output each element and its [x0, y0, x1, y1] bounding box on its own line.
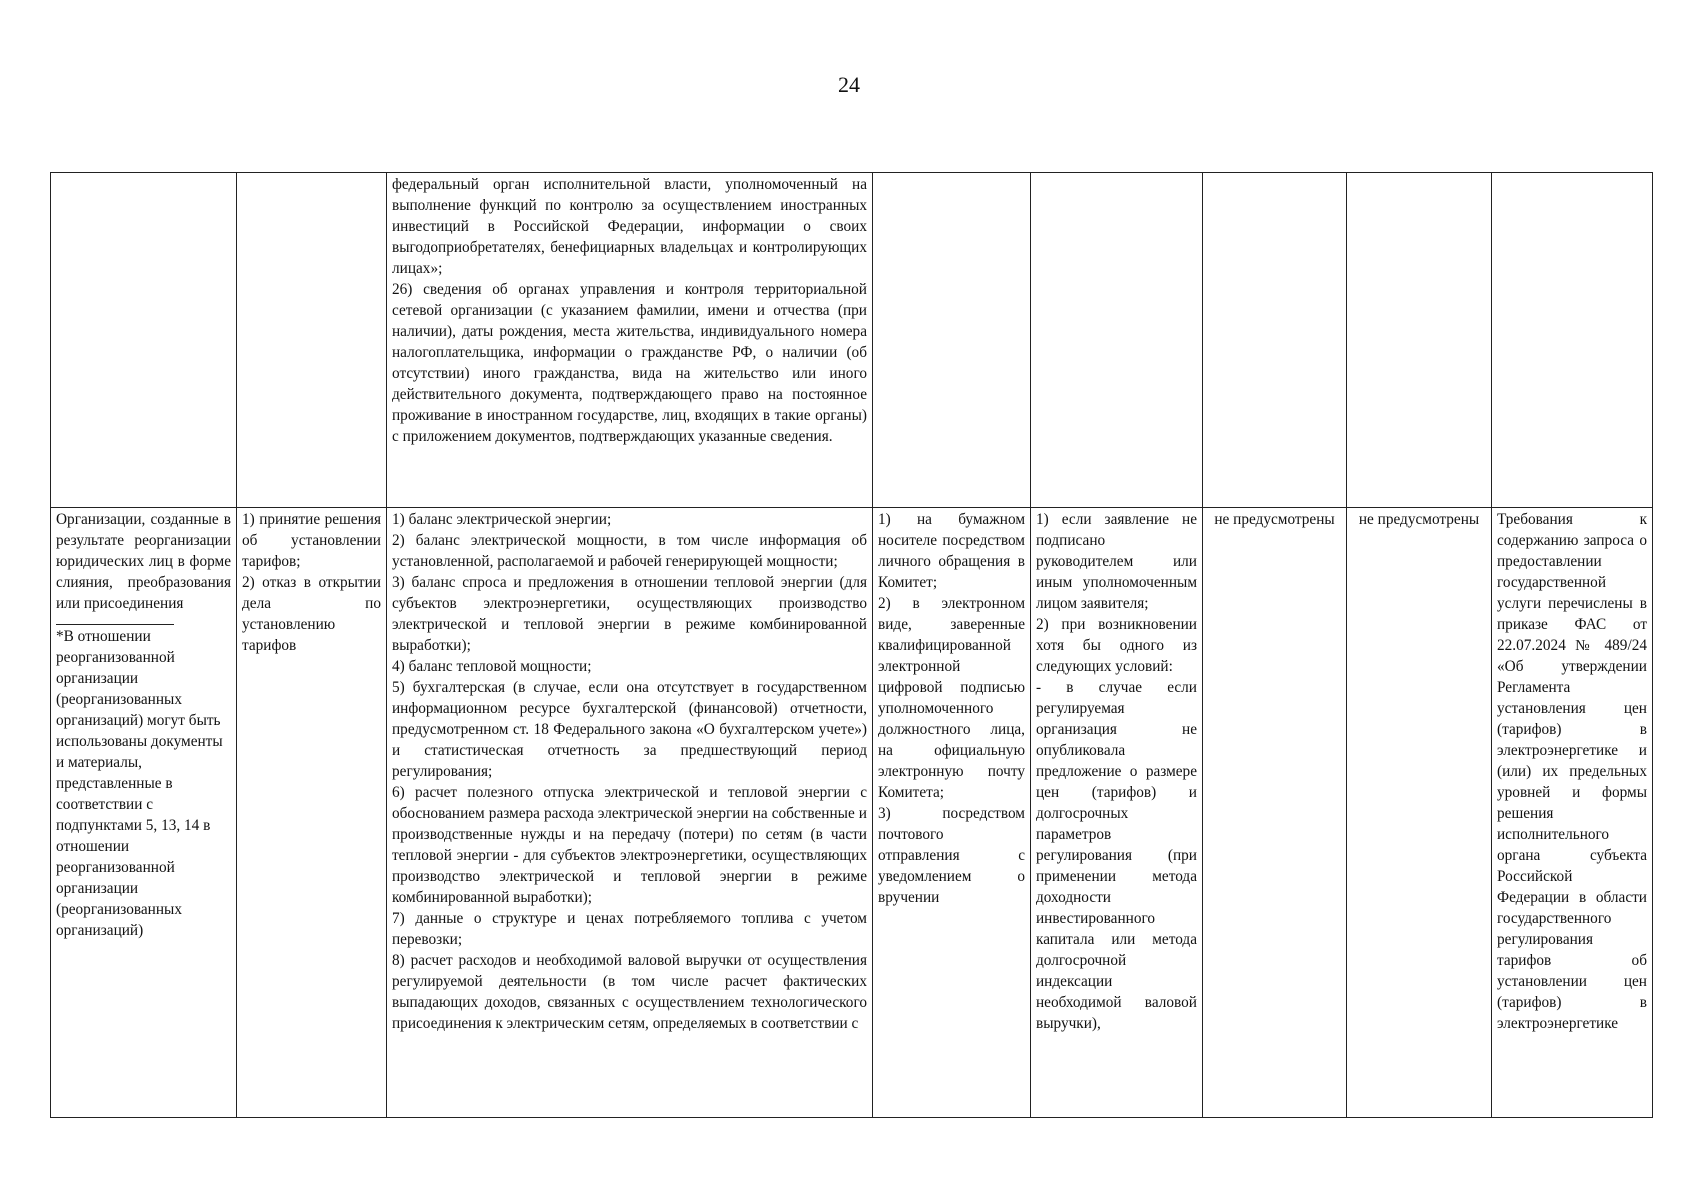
document-item: федеральный орган исполнительной власти, уполномоченный на выполнение функций по контролю за осуществлением иностранных инвестиций в Российской Федерации, информации о своих выгодоприобретателях, бенефициарных владельцах и контролирующих лицах»; [392, 176, 867, 277]
document-item: 6) расчет полезного отпуска электрической и тепловой энергии с обоснованием размера расхода электрической энергии на собственные и производственные нужды и на передачу (потери) по сетям (в части тепловой энергии - для субъектов электроэнергетики, осуществляющих производство электрической и тепловой энергии в режиме комбинированной выработки); [392, 784, 867, 906]
cell-result-empty [237, 173, 387, 508]
result-item: 1) принятие решения об установлении тарифов; [242, 511, 381, 570]
refusal-item: 2) при возникновении хотя бы одного из следующих условий: [1036, 616, 1197, 675]
document-item: 4) баланс тепловой мощности; [392, 658, 592, 675]
submission-item: 2) в электронном виде, заверенные квалифицированной электронной цифровой подписью уполномоченного должностного лица, на официальную электронную почту Комитета; [878, 595, 1025, 801]
cell-submission [873, 508, 1031, 1118]
document-item: 3) баланс спроса и предложения в отношении тепловой энергии (для субъектов электроэнергетики, осуществляющих производство электрической и тепловой энергии в режиме комбинированной выработки); [392, 574, 867, 654]
refusal-item: - в случае если регулируемая организация не опубликовала предложение о размере цен (тарифов) и долгосрочных параметров регулирования (при применении метода доходности инвестированного капитала или метода долгосрочной индексации необходимой валовой выручки), [1036, 679, 1197, 1032]
cell-extra: не предусмотрены [1347, 508, 1492, 1118]
table-row-main [51, 508, 1653, 1118]
page-number: 24 [838, 72, 860, 97]
result-item: 2) отказ в открытии дела по установлению тарифов [242, 574, 381, 654]
cell-result [237, 508, 387, 1118]
applicants-footnote: *В отношении реорганизованной организации (реорганизованных организаций) могут быть использованы документы и материалы, представленные в соответствии с подпунктами 5, 13, 14 в отношении реорганизованной организации (реорганизованных организаций) [56, 628, 223, 939]
submission-item: 1) на бумажном носителе посредством личного обращения в Комитет; [878, 511, 1025, 591]
refusal-item: 1) если заявление не подписано руководителем или иным уполномоченным лицом заявителя; [1036, 511, 1197, 612]
submission-item: 3) посредством почтового отправления с уведомлением о вручении [878, 805, 1025, 906]
services-table [50, 172, 1653, 1118]
cell-refusal-empty [1031, 173, 1203, 508]
document-item: 2) баланс электрической мощности, в том числе информация об установленной, располагаемой и рабочей генерирующей мощности; [392, 532, 867, 570]
cell-requirements: Требования к содержанию запроса о предоставлении государственной услуги перечислены в приказе ФАС от 22.07.2024 № 489/24 «Об утверждении Регламента установления цен (тарифов) в электроэнергетике и (или) их предельных уровней и формы решения исполнительного органа субъекта Российской Федерации в области государственного регулирования тарифов об установлении цен (тарифов) в электроэнергетике [1492, 508, 1653, 1118]
cell-applicants-empty [51, 173, 237, 508]
cell-fee: не предусмотрены [1203, 508, 1347, 1118]
document-item: 1) баланс электрической энергии; [392, 511, 612, 528]
cell-fee-empty [1203, 173, 1347, 508]
cell-requirements-empty [1492, 173, 1653, 508]
applicants-text: Организации, созданные в результате реорганизации юридических лиц в форме слияния, преобразования или присоединения [56, 511, 231, 612]
cell-documents-continued [387, 173, 873, 508]
document-item: 7) данные о структуре и ценах потребляемого топлива с учетом перевозки; [392, 910, 867, 948]
document-item: 5) бухгалтерская (в случае, если она отсутствует в государственном информационном ресурсе бухгалтерской (финансовой) отчетности, предусмотренном ст. 18 Федерального закона «О бухгалтерском учете») и статистическая отчетность за предшествующий период регулирования; [392, 679, 867, 780]
cell-extra-empty [1347, 173, 1492, 508]
cell-applicants [51, 508, 237, 1118]
cell-submission-empty [873, 173, 1031, 508]
cell-documents [387, 508, 873, 1118]
footnote-divider [56, 624, 174, 625]
table-row-continued [51, 173, 1653, 508]
document-item: 26) сведения об органах управления и контроля территориальной сетевой организации (с указанием фамилии, имени и отчества (при наличии), даты рождения, места жительства, индивидуального номера налогоплательщика, информации о гражданстве РФ, о наличии (об отсутствии) иного гражданства, вида на жительство или иного действительного документа, подтверждающего право на постоянное проживание в иностранном государстве, лиц, входящих в такие органы) с приложением документов, подтверждающих указанные сведения. [392, 281, 867, 445]
document-item: 8) расчет расходов и необходимой валовой выручки от осуществления регулируемой деятельности (в том числе расчет фактических выпадающих доходов, связанных с осуществлением технологического присоединения к электрическим сетям, определяемых в соответствии с [392, 952, 867, 1032]
cell-refusal [1031, 508, 1203, 1118]
